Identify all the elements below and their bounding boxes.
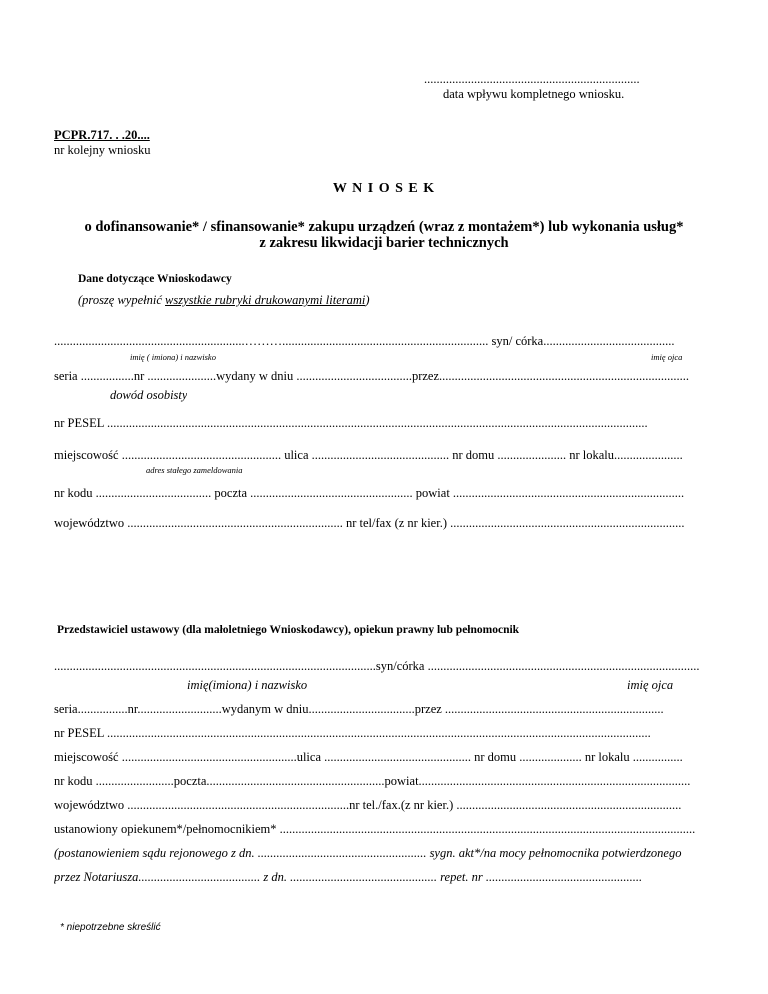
instruction-underlined: wszystkie rubryki drukowanymi literami xyxy=(165,293,366,307)
applicant-name-field[interactable]: .............................................................……….................................................................. syn/ córka.......................................... xyxy=(54,334,675,348)
applicant-address-field[interactable]: miejscowość ................................................... ulica ............................................ nr domu ...................... nr lokalu...................... xyxy=(54,448,683,462)
representative-appointed-field[interactable]: ustanowiony opiekunem*/pełnomocnikiem* ..................................................................................................................................... xyxy=(54,822,696,836)
applicant-id-field[interactable]: seria .................nr ......................wydany w dniu .....................................przez................................................................................ xyxy=(54,369,690,383)
footnote: * niepotrzebne skreślić xyxy=(60,922,161,933)
representative-heading: Przedstawiciel ustawowy (dla małoletniego Wnioskodawcy), opiekun prawny lub pełnomocnik xyxy=(57,624,520,636)
applicant-id-label: dowód osobisty xyxy=(110,388,188,402)
form-title: W N I O S E K xyxy=(332,181,436,196)
case-number: PCPR.717. . .20.... xyxy=(54,128,150,142)
representative-notary-field[interactable]: przez Notariusza....................................... z dn. ............................................... repet. nr .................................................. xyxy=(54,870,643,884)
applicant-region-field[interactable]: województwo ..................................................................... nr tel/fax (z nr kier.) ........................................................................... xyxy=(54,516,685,530)
representative-postal-field[interactable]: nr kodu .........................poczta.........................................................powiat....................................................................................... xyxy=(54,774,691,788)
case-label: nr kolejny wniosku xyxy=(54,143,151,157)
representative-name-label: imię(imiona) i nazwisko xyxy=(187,678,308,692)
instruction-pre: (proszę wypełnić xyxy=(78,293,166,307)
form-subtitle-1: o dofinansowanie* / sfinansowanie* zakupu urządzeń (wraz z montażem*) lub wykonania usług* xyxy=(84,219,684,235)
applicant-name-label: imię ( imiona) i nazwisko xyxy=(130,352,216,362)
applicant-address-label: adres stałego zameldowania xyxy=(146,465,243,475)
applicant-heading: Dane dotyczące Wnioskodawcy xyxy=(78,273,232,285)
representative-address-field[interactable]: miejscowość ........................................................ulica ............................................... nr domu .................... nr lokalu ................ xyxy=(54,750,683,764)
date-label: data wpływu kompletnego wniosku. xyxy=(443,87,625,101)
date-dots: ..................................................................... xyxy=(424,72,640,86)
applicant-instruction xyxy=(78,293,370,308)
applicant-pesel-field[interactable]: nr PESEL ............................................................................................................................................................................. xyxy=(54,416,648,430)
applicant-postal-field[interactable]: nr kodu ..................................... poczta .................................................... powiat .......................................................................... xyxy=(54,486,685,500)
form-subtitle-2: z zakresu likwidacji barier technicznych xyxy=(259,235,509,251)
applicant-father-label: imię ojca xyxy=(651,352,683,362)
representative-region-field[interactable]: województwo .......................................................................nr tel./fax.(z nr kier.) ........................................................................ xyxy=(54,798,682,812)
representative-father-label: imię ojca xyxy=(627,678,674,692)
representative-id-field[interactable]: seria................nr...........................wydanym w dniu..................................przez ...................................................................... xyxy=(54,702,664,716)
representative-pesel-field[interactable]: nr PESEL .............................................................................................................................................................................. xyxy=(54,726,651,740)
representative-name-field[interactable]: .......................................................................................................syn/córka ....................................................................................... xyxy=(54,659,700,673)
instruction-post: ) xyxy=(365,293,370,307)
representative-decision-field[interactable]: (postanowieniem sądu rejonowego z dn. ...................................................... sygn. akt*/na mocy pełnomocnika potwierdzonego xyxy=(54,846,682,860)
